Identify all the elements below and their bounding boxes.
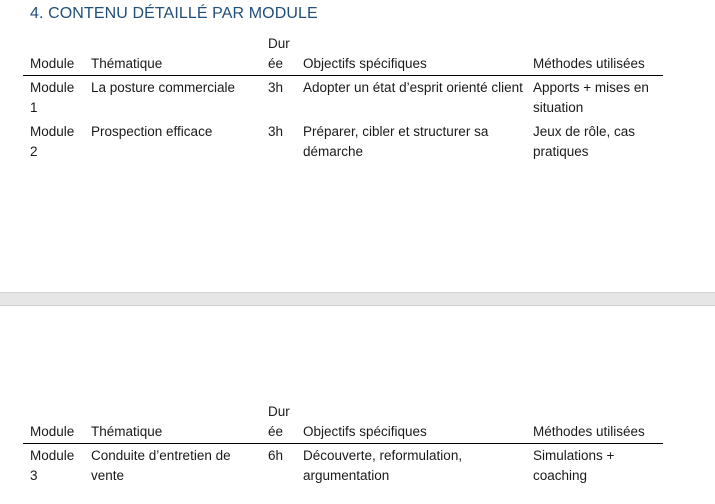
module-table-1	[23, 34, 663, 164]
header-thematique: Thématique	[91, 56, 163, 71]
cell-methodes: Simulations + coaching	[533, 448, 615, 483]
table-row	[23, 444, 663, 489]
cell-thematique: Conduite d’entretien de vente	[91, 448, 231, 483]
table-row	[23, 120, 663, 164]
header-module: Module	[30, 424, 75, 439]
cell-objectifs: Préparer, cibler et structurer sa démarche	[303, 124, 489, 159]
header-module: Module	[30, 56, 75, 71]
cell-module: Module 1	[30, 80, 75, 115]
cell-duree: 3h	[268, 80, 284, 95]
cell-thematique: Prospection efficace	[91, 124, 213, 139]
header-methodes: Méthodes utilisées	[533, 424, 645, 439]
cell-objectifs: Adopter un état d’esprit orienté client	[303, 80, 523, 95]
cell-objectifs: Découverte, reformulation, argumentation	[303, 448, 463, 483]
table-row	[23, 76, 663, 121]
cell-duree: 6h	[268, 448, 284, 463]
header-methodes: Méthodes utilisées	[533, 56, 645, 71]
header-thematique: Thématique	[91, 424, 163, 439]
cell-methodes: Jeux de rôle, cas pratiques	[533, 124, 636, 159]
header-duree: Durée	[268, 404, 290, 439]
cell-duree: 3h	[268, 124, 284, 139]
document-page-2	[0, 306, 715, 504]
module-table-2	[23, 402, 663, 488]
header-objectifs: Objectifs spécifiques	[303, 424, 427, 439]
table-header-row	[23, 402, 663, 444]
table-header-row	[23, 34, 663, 76]
cell-thematique: La posture commerciale	[91, 80, 236, 95]
page-break	[0, 292, 715, 306]
header-objectifs: Objectifs spécifiques	[303, 56, 427, 71]
header-duree: Durée	[268, 36, 290, 71]
cell-methodes: Apports + mises en situation	[533, 80, 649, 115]
cell-module: Module 3	[30, 448, 75, 483]
cell-module: Module 2	[30, 124, 75, 159]
section-heading: 4. CONTENU DÉTAILLÉ PAR MODULE	[30, 5, 318, 22]
